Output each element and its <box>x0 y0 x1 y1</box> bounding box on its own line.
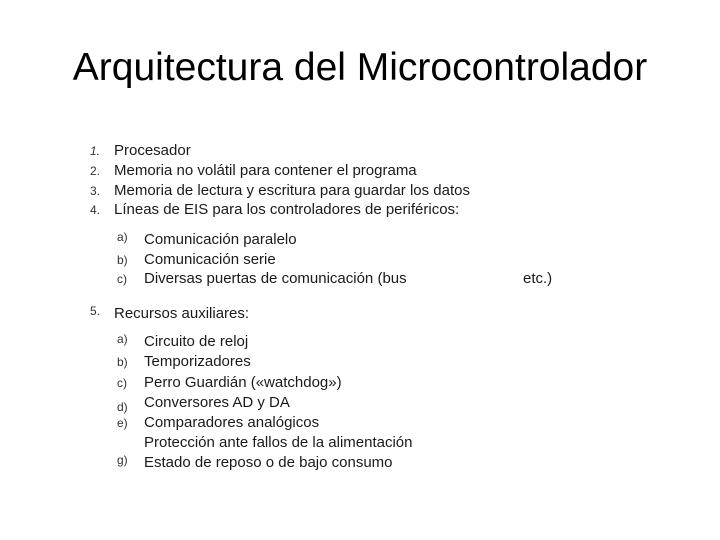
list-text: Procesador <box>114 142 191 159</box>
list-number: 2. <box>90 164 101 178</box>
list-number: 1. <box>90 144 101 158</box>
sub-list-text-continuation: etc.) <box>523 270 553 287</box>
sub-list-text: Circuito de reloj <box>144 333 249 350</box>
sub-list-text: Comunicación serie <box>144 251 276 268</box>
list-text: Memoria no volátil para contener el programa <box>114 162 417 179</box>
sub-list-letter: a) <box>117 230 128 244</box>
sub-list-letter: e) <box>117 416 128 430</box>
sub-list-letter: g) <box>117 453 128 467</box>
sub-list-letter: b) <box>117 355 128 369</box>
sub-list-letter: c) <box>117 272 127 286</box>
sub-list-letter: d) <box>117 400 128 414</box>
sub-list-text: Protección ante fallos de la alimentación <box>144 434 413 451</box>
list-number: 3. <box>90 184 101 198</box>
sub-list-text: Estado de reposo o de bajo consumo <box>144 454 393 471</box>
sub-list-letter: c) <box>117 376 127 390</box>
list-text: Recursos auxiliares: <box>114 305 250 322</box>
slide-title: Arquitectura del Microcontrolador <box>72 46 648 89</box>
slide-body <box>88 138 588 478</box>
sub-list-text: Comparadores analógicos <box>144 414 320 431</box>
list-number: 5. <box>90 304 101 318</box>
sub-list-text: Temporizadores <box>144 353 251 370</box>
sub-list-text: Perro Guardián («watchdog») <box>144 374 342 391</box>
sub-list-letter: a) <box>117 332 128 346</box>
list-text: Memoria de lectura y escritura para guardar los datos <box>114 182 471 199</box>
sub-list-letter: b) <box>117 253 128 267</box>
sub-list-text: Comunicación paralelo <box>144 231 297 248</box>
sub-list-text: Diversas puertas de comunicación (bus <box>144 270 407 287</box>
sub-list-text: Conversores AD y DA <box>144 394 290 411</box>
list-text: Líneas de EIS para los controladores de periféricos: <box>114 201 460 218</box>
list-number: 4. <box>90 203 101 217</box>
